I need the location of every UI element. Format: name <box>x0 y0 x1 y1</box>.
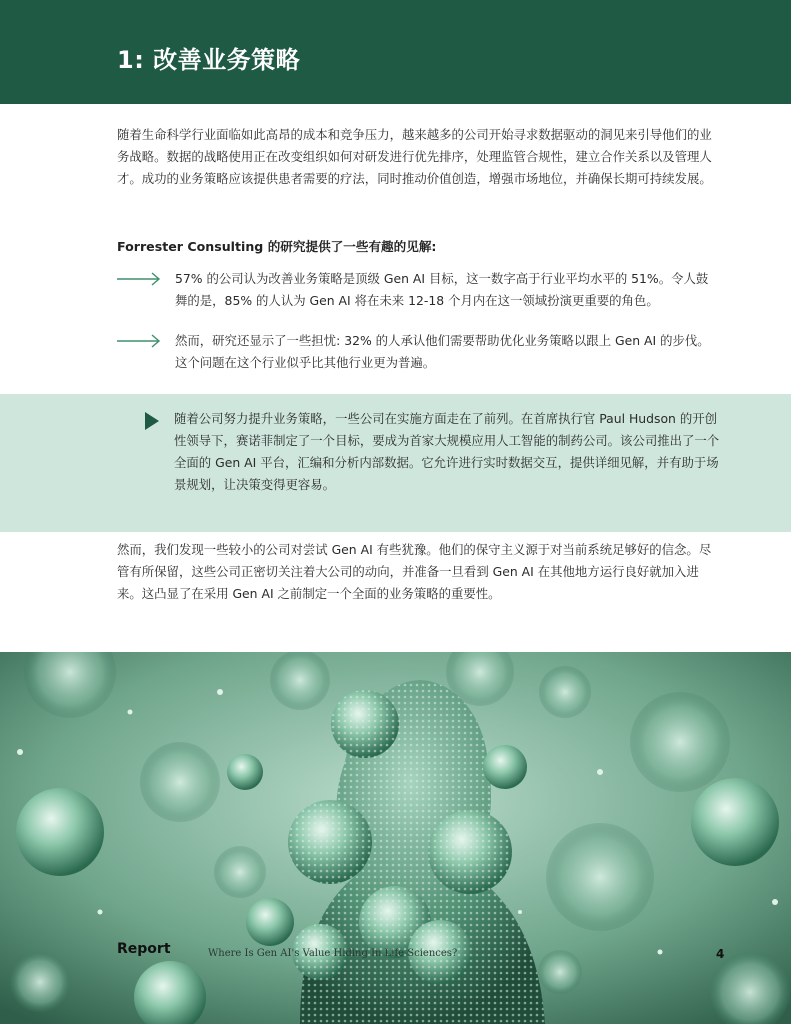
arrow-right-icon <box>117 334 161 348</box>
page-title: 1: 改善业务策略 <box>117 46 301 74</box>
callout-box <box>0 394 791 532</box>
insights-heading: Forrester Consulting 的研究提供了一些有趣的见解: <box>117 239 437 254</box>
footer-report-label: Report <box>117 941 171 957</box>
page-header <box>0 0 791 104</box>
intro-paragraph: 随着生命科学行业面临如此高昂的成本和竞争压力，越来越多的公司开始寻求数据驱动的洞见来引导他们的业务战略。数据的战略使用正在改变组织如何对研发进行优先排序，处理监管合规性，建立合作关系以及管理人才。成功的业务策略应该提供患者需要的疗法，同时推动价值创造，增强市场地位，并确保长期可持续发展。 <box>117 127 712 186</box>
insight-point-text: 然而，研究还显示了一些担忧: 32% 的人承认他们需要帮助优化业务策略以跟上 Gen AI 的步伐。这个问题在这个行业似乎比其他行业更为普遍。 <box>175 333 710 370</box>
insight-point <box>117 330 717 374</box>
cell-illustration <box>0 652 791 1024</box>
cell-illustration-graphic <box>0 652 791 1024</box>
page-number: 4 <box>716 947 725 961</box>
footer-doc-title: Where Is Gen AI's Value Hiding In Life Sciences? <box>208 948 458 959</box>
play-triangle-icon <box>145 412 159 430</box>
outro-paragraph: 然而，我们发现一些较小的公司对尝试 Gen AI 有些犹豫。他们的保守主义源于对当前系统足够好的信念。尽管有所保留，这些公司正密切关注着大公司的动向，并准备一旦看到 Gen AI 在其他地方运行良好就加入进来。这凸显了在采用 Gen AI 之前制定一个全面的业务策略的重要性。 <box>117 542 712 601</box>
insight-point-text: 57% 的公司认为改善业务策略是顶级 Gen AI 目标，这一数字高于行业平均水平的 51%。令人鼓舞的是，85% 的人认为 Gen AI 将在未来 12-18 个月内在这一领域扮演更重要的角色。 <box>175 271 709 308</box>
insight-point <box>117 268 717 312</box>
arrow-right-icon <box>117 272 161 286</box>
callout-text: 随着公司努力提升业务策略，一些公司在实施方面走在了前列。在首席执行官 Paul Hudson 的开创性领导下，赛诺菲制定了一个目标，要成为首家大规模应用人工智能的制药公司。该公司推出了一个全面的 Gen AI 平台，汇编和分析内部数据。它允许进行实时数据交互，提供详细见解，并有助于场景规划，让决策变得更容易。 <box>174 411 720 492</box>
